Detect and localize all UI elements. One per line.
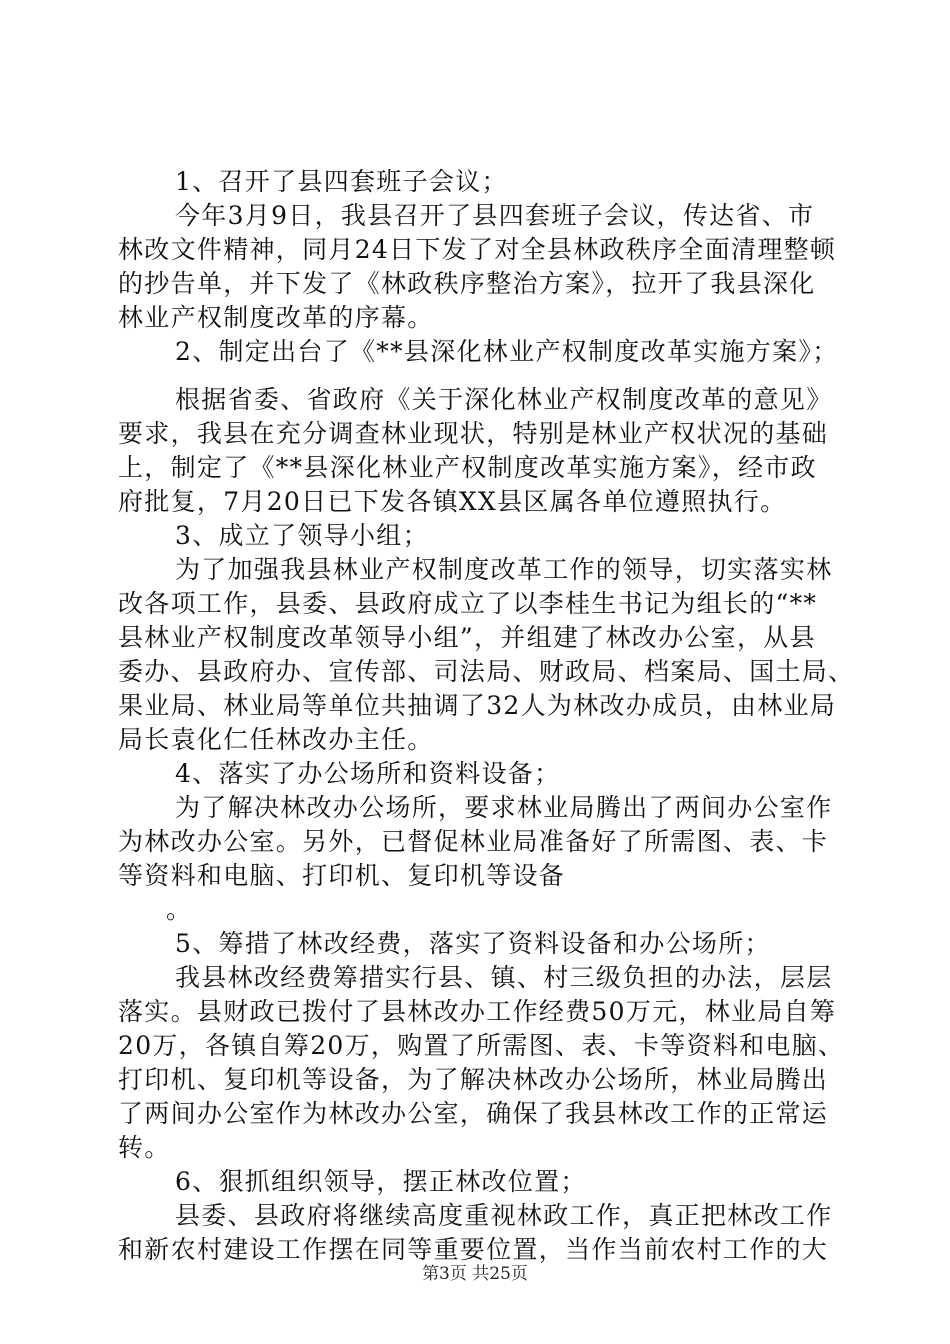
paragraph-line: 林改文件精神，同月24日下发了对全县林政秩序全面清理整顿: [118, 235, 837, 264]
heading-1: 1、召开了县四套班子会议；: [175, 167, 508, 196]
paragraph-line: 根据省委、省政府《关于深化林业产权制度改革的意见》: [175, 385, 833, 414]
paragraph-line: 的抄告单，并下发了《林政秩序整治方案》，拉开了我县深化: [118, 269, 816, 298]
paragraph-line: 了两间办公室作为林改办公室，确保了我县林改工作的正常运: [118, 1099, 829, 1128]
paragraph-line: 果业局、林业局等单位共抽调了32人为林改办成员，由林业局: [118, 691, 837, 720]
paragraph-line: 。: [166, 895, 193, 924]
paragraph-line: 林业产权制度改革的序幕。: [118, 303, 434, 332]
paragraph-line: 等资料和电脑、打印机、复印机等设备: [118, 861, 566, 890]
paragraph-line: 和新农村建设工作摆在同等重要位置，当作当前农村工作的大: [118, 1235, 829, 1264]
heading-5: 5、筹措了林改经费，落实了资料设备和办公场所；: [175, 929, 771, 958]
paragraph-line: 转。: [118, 1133, 171, 1162]
paragraph-line: 打印机、复印机等设备，为了解决林改办公场所，林业局腾出: [118, 1065, 829, 1094]
paragraph-line: 局长袁化仁任林改办主任。: [118, 725, 434, 754]
heading-3: 3、成立了领导小组；: [175, 521, 429, 550]
paragraph-line: 县委、县政府将继续高度重视林政工作，真正把林改工作: [175, 1201, 833, 1230]
paragraph-line: 落实。县财政已拨付了县林改办工作经费50万元，林业局自筹: [118, 997, 837, 1026]
paragraph-line: 为了加强我县林业产权制度改革工作的领导，切实落实林: [175, 555, 833, 584]
paragraph-line: 县林业产权制度改革领导小组”，并组建了林改办公室，从县: [118, 623, 816, 652]
paragraph-line: 为林改办公室。另外，已督促林业局准备好了所需图、表、卡: [118, 827, 829, 856]
paragraph-line: 改各项工作，县委、县政府成立了以李桂生书记为组长的“**: [118, 589, 818, 618]
paragraph-line: 要求，我县在充分调查林业现状，特别是林业产权状况的基础: [118, 419, 829, 448]
paragraph-line: 府批复，7月20日已下发各镇XX县区属各单位遵照执行。: [118, 487, 787, 516]
paragraph-line: 为了解决林改办公场所，要求林业局腾出了两间办公室作: [175, 793, 833, 822]
heading-4: 4、落实了办公场所和资料设备；: [175, 759, 561, 788]
paragraph-line: 今年3月9日，我县召开了县四套班子会议，传达省、市: [175, 201, 815, 230]
page-footer: 第3页 共25页: [422, 1264, 528, 1284]
heading-2: 2、制定出台了《**县深化林业产权制度改革实施方案》；: [175, 337, 839, 366]
paragraph-line: 我县林改经费筹措实行县、镇、村三级负担的办法，层层: [175, 963, 833, 992]
paragraph-line: 委办、县政府办、宣传部、司法局、财政局、档案局、国土局、: [118, 657, 855, 686]
paragraph-line: 20万，各镇自筹20万，购置了所需图、表、卡等资料和电脑、: [118, 1031, 845, 1060]
paragraph-line: 上，制定了《**县深化林业产权制度改革实施方案》，经市政: [118, 453, 817, 482]
heading-6: 6、狠抓组织领导，摆正林改位置；: [175, 1167, 587, 1196]
